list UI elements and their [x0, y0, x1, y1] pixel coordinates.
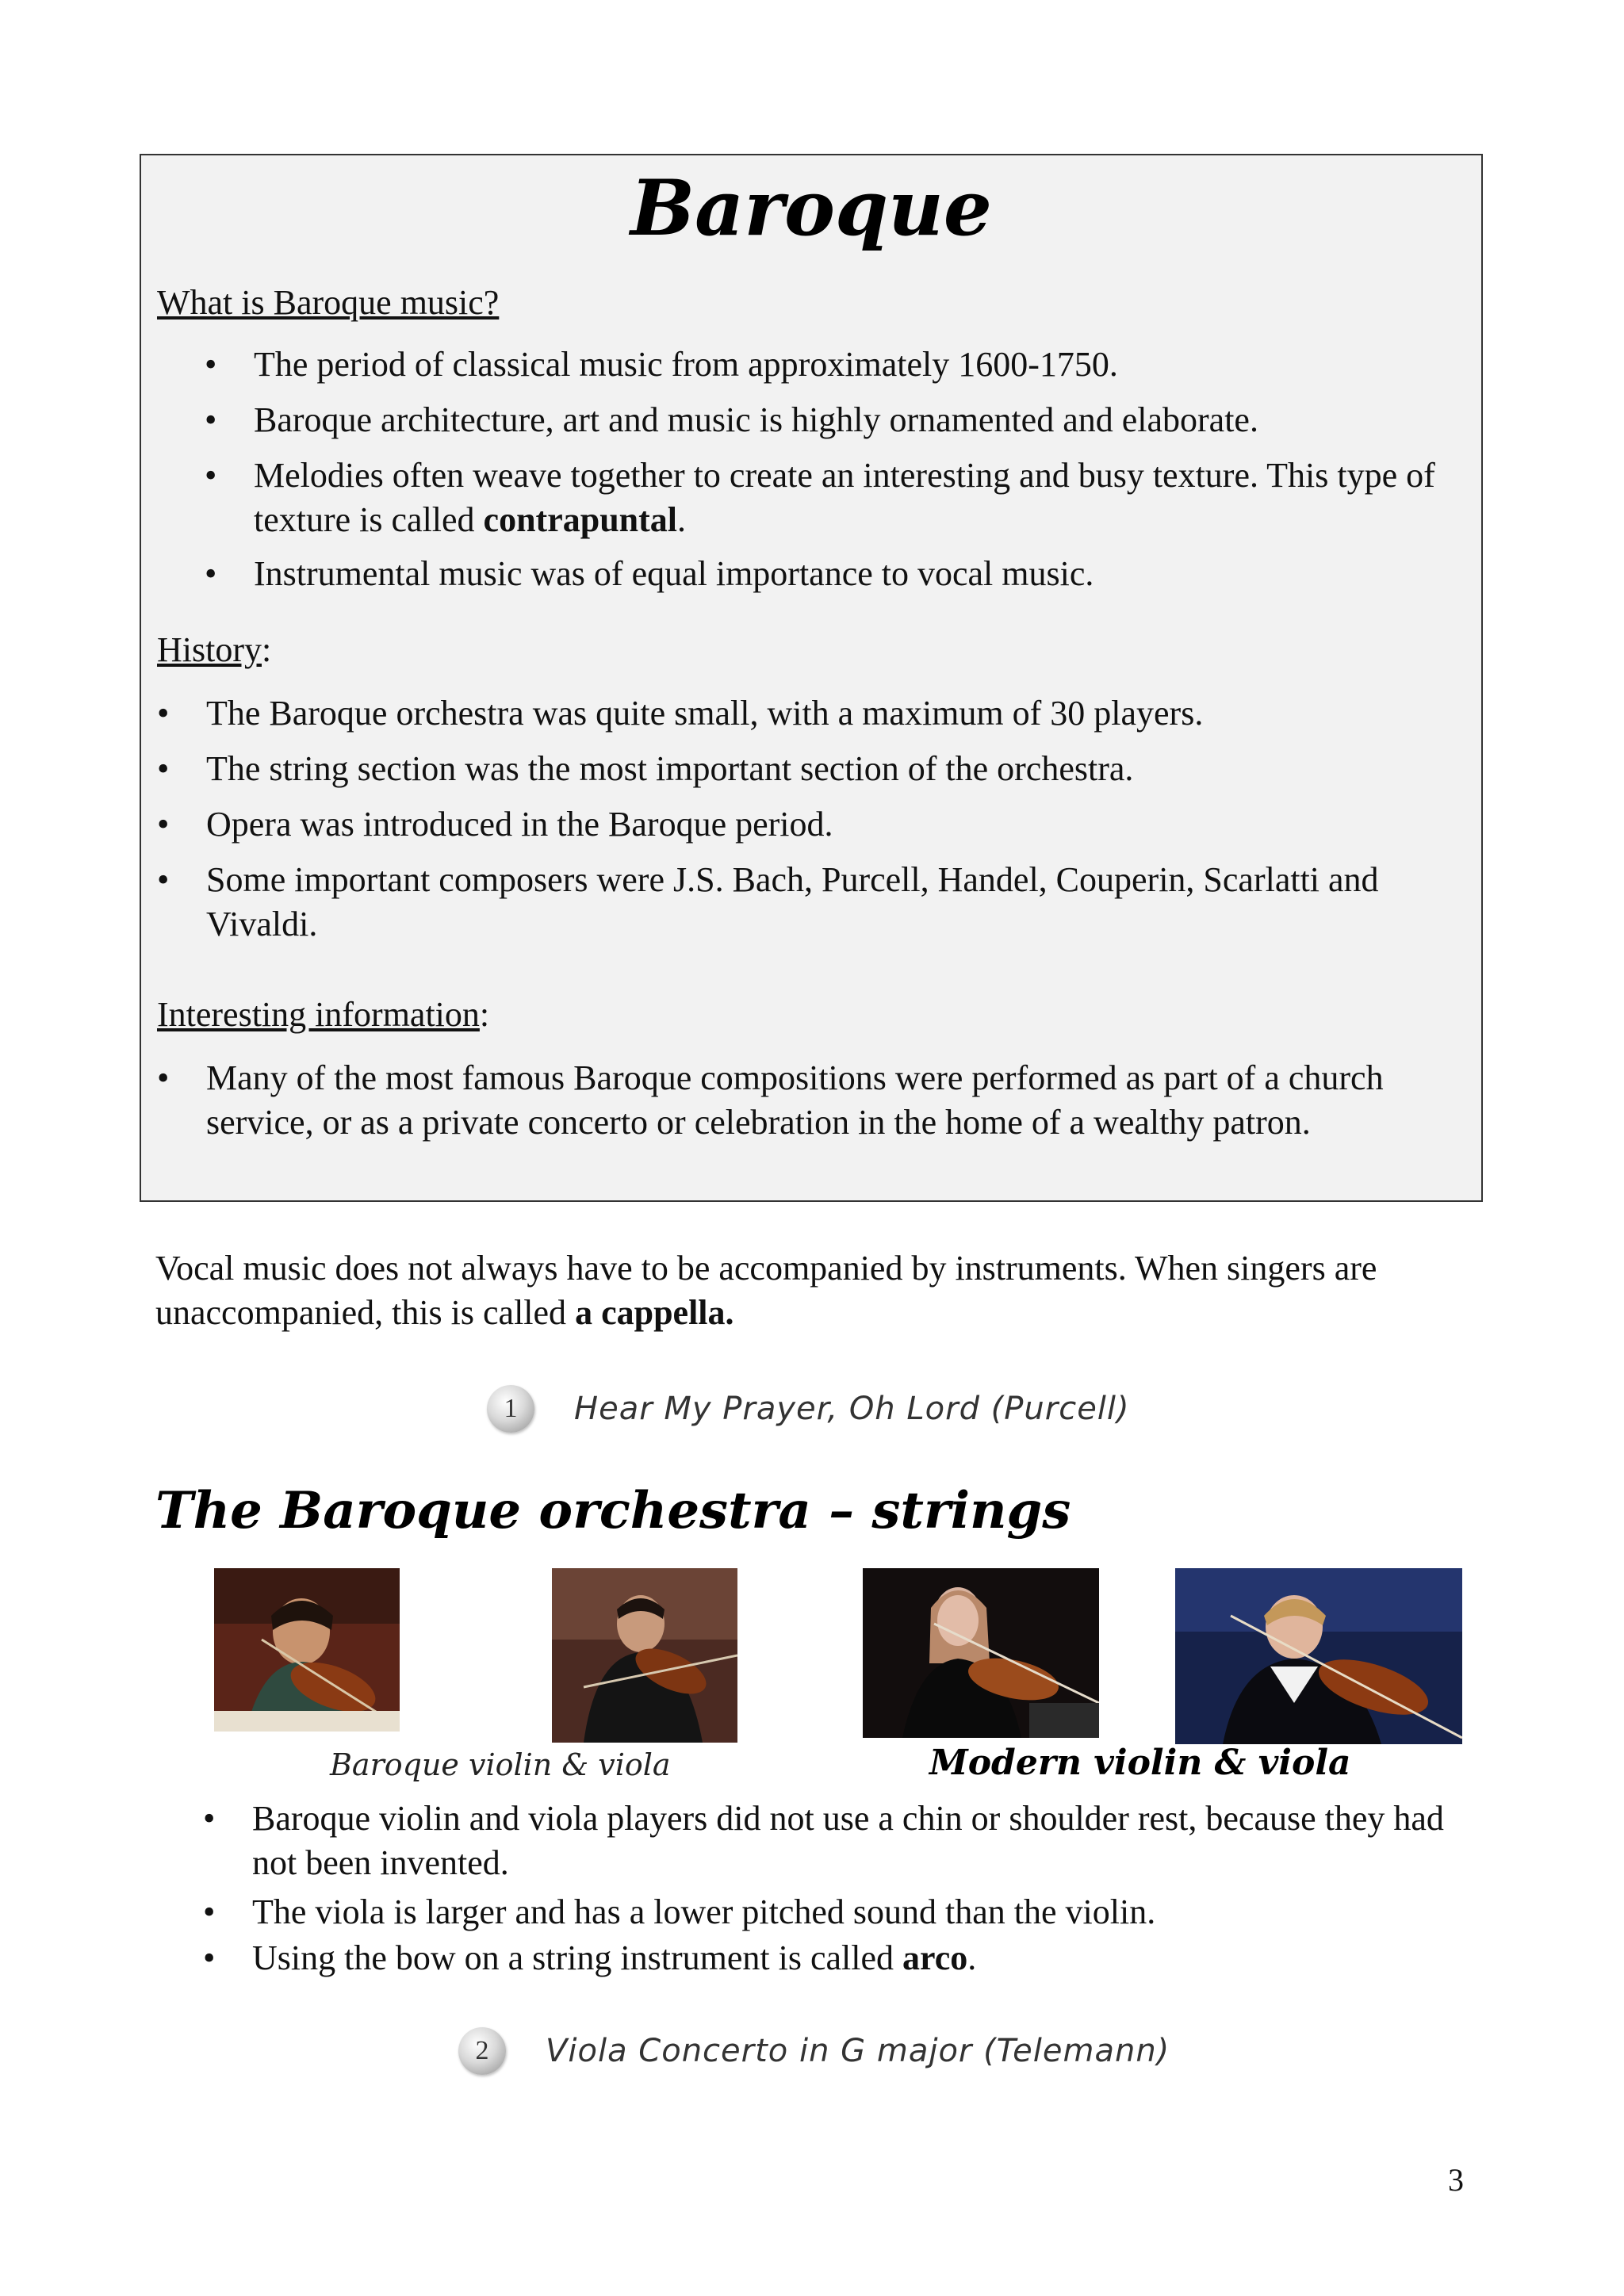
bullet-icon: • — [205, 456, 217, 495]
audio-track-1 — [487, 1381, 1130, 1437]
bullet-icon: • — [203, 1892, 216, 1931]
list-item: • The viola is larger and has a lower pitched sound than the violin. — [203, 1890, 1472, 1934]
page-title: Baroque — [630, 163, 992, 253]
caption-baroque: Baroque violin & viola — [330, 1747, 671, 1782]
bullet-icon: • — [157, 1058, 170, 1097]
bullet-icon: • — [157, 749, 170, 788]
baroque-viola-photo — [552, 1568, 737, 1743]
bullet-icon: • — [205, 345, 217, 384]
bullet-icon: • — [203, 1799, 216, 1838]
list-item: • The Baroque orchestra was quite small, with a maximum of 30 players. — [157, 691, 1457, 736]
list-item: • The string section was the most important section of the orchestra. — [157, 747, 1457, 791]
track-title: Viola Concerto in G major (Telemann) — [546, 2033, 1170, 2069]
list-item: • Opera was introduced in the Baroque period. — [157, 802, 1457, 847]
term-contrapuntal: contrapuntal — [483, 500, 678, 539]
cd-track-icon: 1 — [487, 1385, 534, 1433]
list-item: • Melodies often weave together to create an interesting and busy texture. This type of texture is called contrapuntal. — [205, 453, 1457, 542]
list-item: • Using the bow on a string instrument is called arco. — [203, 1936, 1472, 1980]
what-is-heading: What is Baroque music? — [157, 283, 500, 322]
audio-track-2 — [458, 2023, 1170, 2079]
baroque-info-box — [140, 154, 1483, 1202]
a-cappella-paragraph: Vocal music does not always have to be accompanied by instruments. When singers are unaccompanied, this is called a cappella. — [155, 1249, 1377, 1332]
list-item: • Some important composers were J.S. Bach, Purcell, Handel, Couperin, Scarlatti and Vivaldi. — [157, 858, 1457, 947]
track-title: Hear My Prayer, Oh Lord (Purcell) — [574, 1391, 1130, 1427]
modern-violin-photo — [863, 1568, 1099, 1738]
strings-heading: The Baroque orchestra – strings — [155, 1481, 1071, 1540]
bullet-icon: • — [157, 805, 170, 844]
list-item: • Baroque violin and viola players did not use a chin or shoulder rest, because they had not been invented. — [203, 1797, 1472, 1885]
baroque-violin-photo — [214, 1568, 400, 1732]
list-item: • Instrumental music was of equal importance to vocal music. — [205, 552, 1457, 596]
list-item: • Many of the most famous Baroque compositions were performed as part of a church service, or as a private concerto or celebration in the home of a wealthy patron. — [157, 1056, 1457, 1189]
bullet-icon: • — [157, 860, 170, 899]
bullet-icon: • — [203, 1938, 216, 1977]
interesting-heading: Interesting information: — [157, 995, 490, 1034]
modern-viola-photo — [1175, 1568, 1462, 1744]
term-arco: arco — [902, 1938, 968, 1977]
list-item: • The period of classical music from approximately 1600-1750. — [205, 342, 1457, 387]
bullet-icon: • — [205, 400, 217, 439]
page-number: 3 — [1448, 2162, 1464, 2198]
bullet-icon: • — [205, 554, 217, 593]
term-a-cappella: a cappella. — [575, 1293, 734, 1332]
bullet-icon: • — [157, 694, 170, 733]
cd-track-icon: 2 — [458, 2027, 506, 2075]
history-heading: History: — [157, 630, 272, 669]
caption-modern: Modern violin & viola — [929, 1743, 1351, 1783]
list-item: • Baroque architecture, art and music is highly ornamented and elaborate. — [205, 398, 1457, 442]
